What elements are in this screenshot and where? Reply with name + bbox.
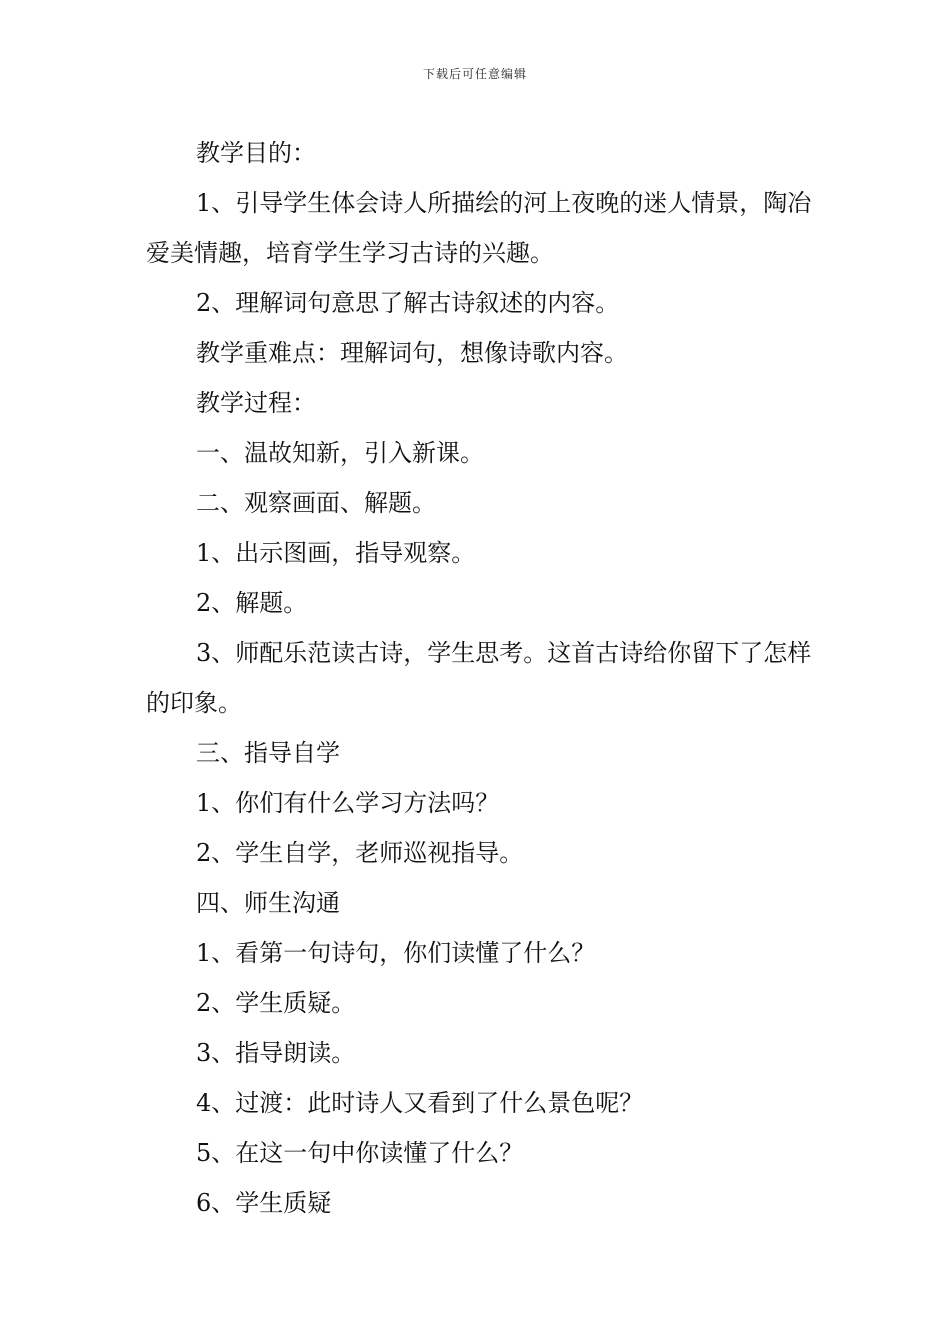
paragraph-item: 3、指导朗读。	[196, 1039, 356, 1067]
paragraph-item: 1、看第一句诗句，你们读懂了什么？	[196, 939, 596, 967]
paragraph-section-4: 四、师生沟通	[196, 889, 340, 917]
paragraph-key-points: 教学重难点：理解词句，想像诗歌内容。	[196, 339, 628, 367]
paragraph-item: 1、你们有什么学习方法吗？	[196, 789, 500, 817]
paragraph-item: 3、师配乐范读古诗，学生思考。这首古诗给你留下了怎样的印象。	[146, 639, 812, 717]
paragraph-item: 2、学生自学，老师巡视指导。	[196, 839, 524, 867]
paragraph-item: 5、在这一句中你读懂了什么？	[196, 1139, 524, 1167]
paragraph-item: 1、出示图画，指导观察。	[196, 539, 476, 567]
paragraph-section-3: 三、指导自学	[196, 739, 340, 767]
paragraph-item: 4、过渡：此时诗人又看到了什么景色呢？	[196, 1089, 644, 1117]
paragraph-objective-2: 2、理解词句意思了解古诗叙述的内容。	[196, 289, 620, 317]
paragraph-item: 2、解题。	[196, 589, 308, 617]
paragraph-objective-1: 1、引导学生体会诗人所描绘的河上夜晚的迷人情景，陶冶爱美情趣，培育学生学习古诗的兴趣。	[146, 189, 812, 267]
paragraph-objectives-heading: 教学目的：	[196, 139, 316, 167]
paragraph-process-heading: 教学过程：	[196, 389, 316, 417]
paragraph-item: 6、学生质疑	[196, 1189, 332, 1217]
paragraph-section-2: 二、观察画面、解题。	[196, 489, 436, 517]
paragraph-item: 2、学生质疑。	[196, 989, 356, 1017]
paragraph-section-1: 一、温故知新，引入新课。	[196, 439, 484, 467]
document-body	[146, 128, 826, 1228]
page-header: 下载后可任意编辑	[422, 67, 527, 81]
